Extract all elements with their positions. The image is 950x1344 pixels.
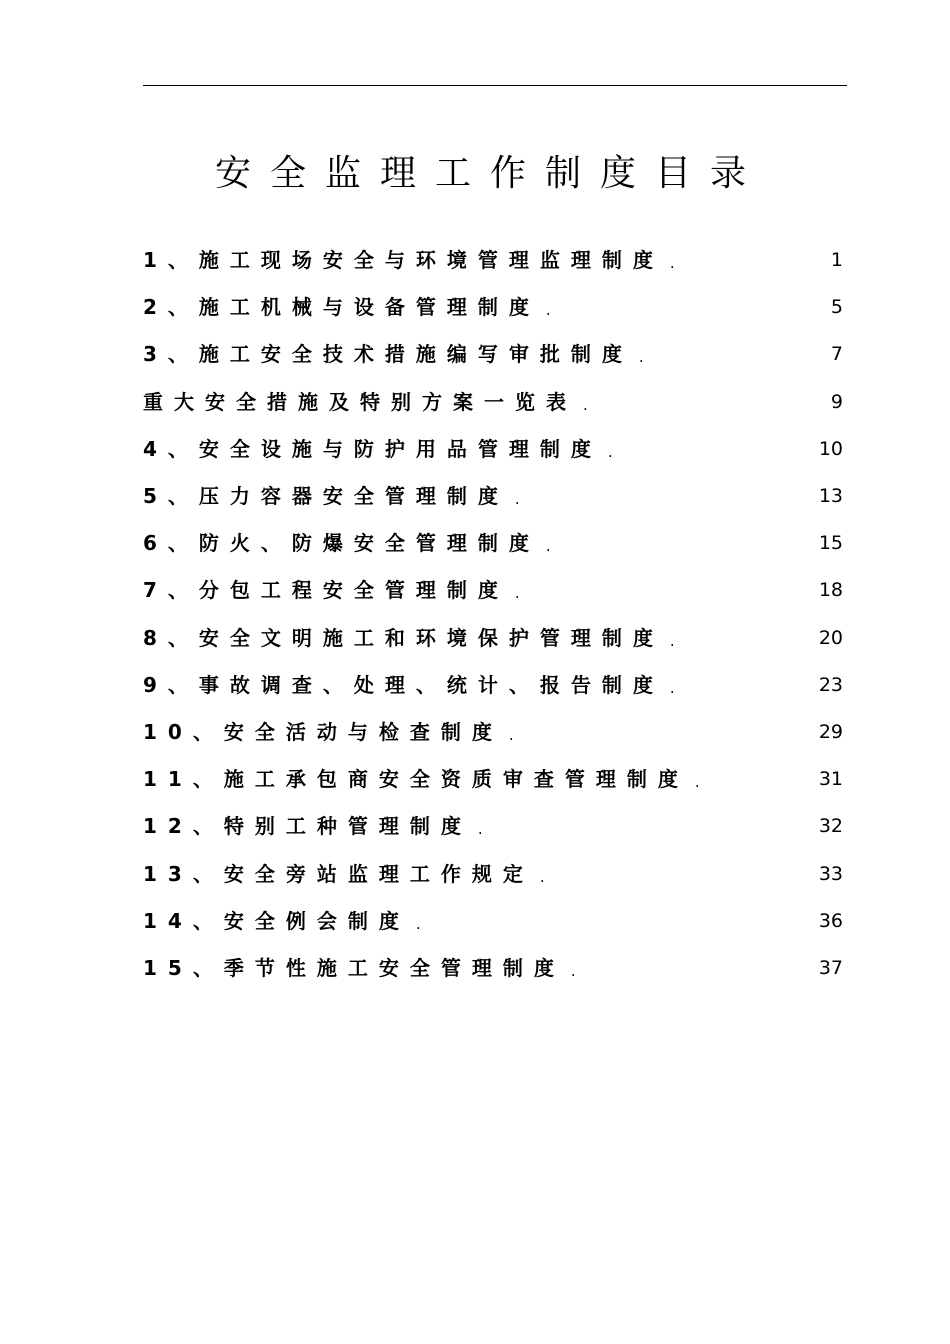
toc-leader-dots: . [415,914,425,933]
toc-entry-page-number: 23 [818,673,843,696]
toc-entry-title: 1、施工现场安全与环境管理监理制度 [143,248,664,272]
toc-entry[interactable] [143,906,843,936]
toc-entry[interactable] [143,575,843,605]
toc-entry-title: 10、安全活动与检查制度 [143,720,503,744]
toc-leader-dots: . [638,348,648,367]
toc-leader-dots: . [539,867,549,886]
toc-entry-title: 15、季节性施工安全管理制度 [143,956,565,980]
toc-entry-title: 5、压力容器安全管理制度 [143,484,509,508]
toc-entry[interactable] [143,717,843,747]
toc-entry-page-number: 18 [818,579,843,602]
toc-leader-dots: . [508,726,518,744]
toc-entry-page-number: 7 [830,343,843,366]
toc-entry-title: 9、事故调查、处理、统计、报告制度 [143,672,664,697]
toc-entry[interactable] [143,953,843,983]
toc-entry-title: 6、防火、防爆安全管理制度 [143,531,540,556]
toc-entry-page-number: 37 [818,957,843,979]
toc-entry-page-number: 20 [818,626,843,649]
toc-entry-page-number: 31 [818,768,843,791]
toc-entry[interactable] [143,528,843,558]
toc-entry[interactable] [143,387,843,417]
toc-entry[interactable] [143,811,843,841]
toc-entry-page-number: 36 [818,909,843,932]
toc-entry[interactable] [143,623,843,653]
toc-leader-dots: . [694,773,704,792]
toc-leader-dots: . [477,820,487,839]
toc-entry[interactable] [143,670,843,700]
toc-leader-dots: . [545,537,555,556]
toc-entry-title: 14、安全例会制度 [143,908,410,933]
toc-leader-dots: . [607,442,617,461]
toc-leader-dots: . [583,395,592,414]
toc-entry-page-number: 15 [818,532,843,555]
toc-entry[interactable] [143,292,843,322]
toc-entry[interactable] [143,339,843,369]
toc-leader-dots: . [570,962,580,980]
document-title: 安全监理工作制度目录 [214,153,765,194]
toc-entry-page-number: 29 [818,721,843,743]
toc-leader-dots: . [669,678,679,697]
toc-leader-dots: . [545,301,555,320]
toc-entry[interactable] [143,859,843,889]
toc-entry[interactable] [143,764,843,794]
toc-leader-dots: . [514,584,524,603]
toc-entry-page-number: 33 [818,862,843,885]
toc-leader-dots: . [514,490,524,508]
toc-entry-page-number: 5 [830,296,843,319]
toc-entry-page-number: 13 [818,485,843,507]
toc-entry[interactable] [143,434,843,464]
toc-entry-title: 2、施工机械与设备管理制度 [143,295,540,320]
toc-entry-title: 8、安全文明施工和环境保护管理制度 [143,625,664,650]
toc-entry-title: 4、安全设施与防护用品管理制度 [143,436,602,461]
toc-entry-page-number: 32 [818,815,843,838]
toc-leader-dots: . [669,254,679,272]
toc-entry[interactable] [143,481,843,511]
header-rule [143,85,847,86]
toc-entry-title: 13、安全旁站监理工作规定 [143,861,534,886]
toc-entry[interactable] [143,245,843,275]
toc-entry-page-number: 10 [818,437,843,460]
toc-entry-page-number: 1 [830,249,843,271]
toc-leader-dots: . [669,631,679,650]
toc-entry-title: 重大安全措施及特别方案一览表 [143,389,577,414]
toc-entry-title: 11、施工承包商安全资质审查管理制度 [143,767,689,792]
toc-entry-title: 7、分包工程安全管理制度 [143,578,509,603]
toc-entry-title: 3、施工安全技术措施编写审批制度 [143,342,633,367]
toc-entry-page-number: 9 [830,390,843,413]
toc-entry-title: 12、特别工种管理制度 [143,814,472,839]
